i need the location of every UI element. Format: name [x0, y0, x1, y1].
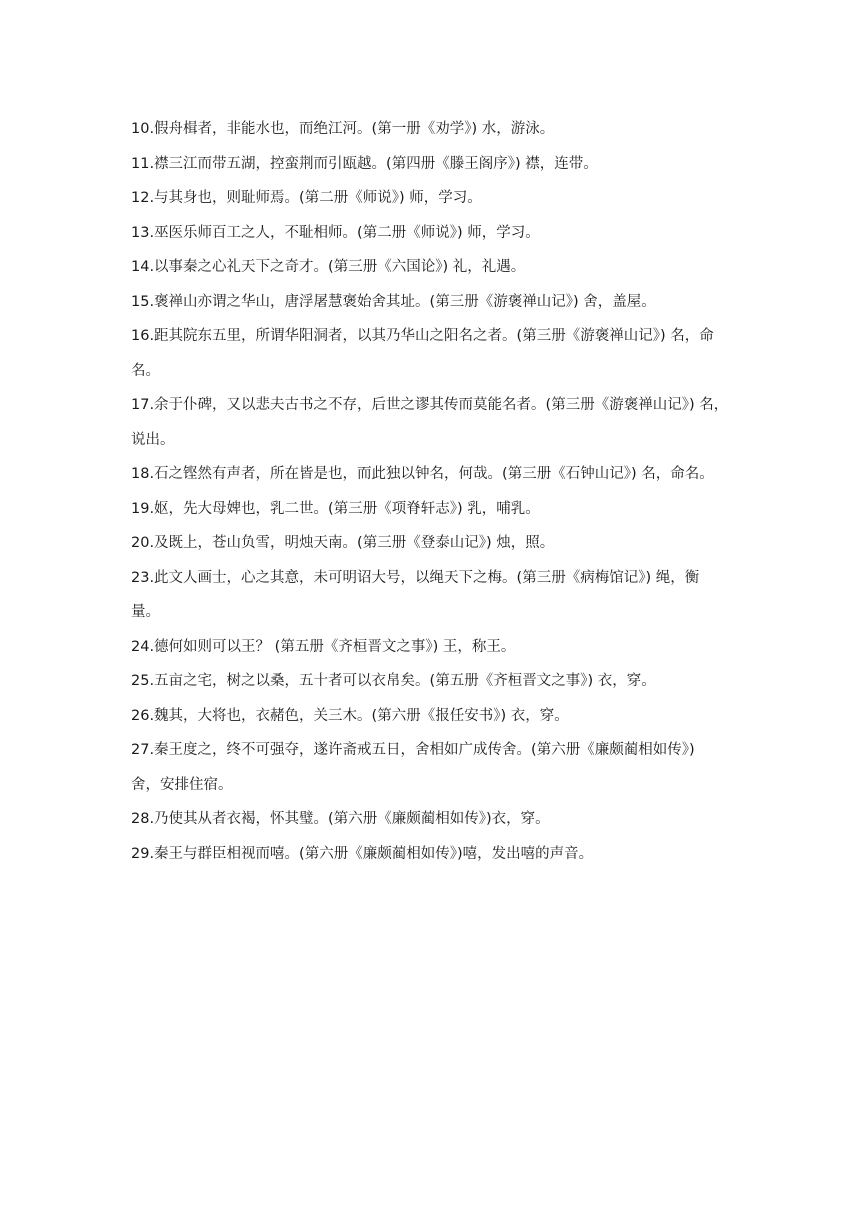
- text-line: 23.此文人画士，心之其意，未可明诏大号，以绳天下之梅。(第三册《病梅馆记》) 绳，衡: [131, 569, 700, 586]
- text-line: 27.秦王度之，终不可强夺，遂许斋戒五日，舍相如广成传舍。(第六册《廉颇蔺相如传》): [131, 742, 695, 758]
- text-line: 28.乃使其从者衣褐，怀其璧。(第六册《廉颇蔺相如传》)衣，穿。: [131, 811, 550, 827]
- text-line: 17.余于仆碑，又以悲夫古书之不存，后世之谬其传而莫能名者。(第三册《游褒禅山记》) 名，: [131, 397, 729, 413]
- text-line: 12.与其身也，则耻师焉。(第二册《师说》) 师，学习。: [131, 190, 482, 206]
- text-line: 11.襟三江而带五湖，控蛮荆而引瓯越。(第四册《滕王阁序》) 襟，连带。: [131, 155, 598, 172]
- text-line: 16.距其院东五里，所谓华阳洞者，以其乃华山之阳名之者。(第三册《游褒禅山记》) 名，命: [131, 328, 714, 344]
- text-line: 18.石之铿然有声者，所在皆是也，而此独以钟名，何哉。(第三册《石钟山记》) 名，命名。: [131, 466, 714, 482]
- text-line: 24.德何如则可以王？ (第五册《齐桓晋文之事》) 王，称王。: [131, 638, 516, 655]
- text-line: 14.以事秦之心礼天下之奇才。(第三册《六国论》) 礼，礼遇。: [131, 259, 526, 275]
- text-line: 20.及既上，苍山负雪，明烛天南。(第三册《登泰山记》) 烛，照。: [131, 535, 555, 551]
- text-line: 29.秦王与群臣相视而嘻。(第六册《廉颇蔺相如传》)嘻，发出嘻的声音。: [131, 845, 594, 862]
- text-line: 说出。: [131, 431, 175, 448]
- text-line: 13.巫医乐师百工之人，不耻相师。(第二册《师说》) 师，学习。: [131, 224, 540, 241]
- text-line: 15.褒禅山亦谓之华山，唐浮屠慧褒始舍其址。(第三册《游褒禅山记》) 舍，盖屋。: [131, 293, 656, 310]
- document-body: [131, 112, 735, 871]
- text-line: 舍，安排住宿。: [131, 776, 233, 793]
- text-line: 19.妪，先大母婢也，乳二世。(第三册《项脊轩志》) 乳，哺乳。: [131, 500, 540, 517]
- text-line: 10.假舟楫者，非能水也，而绝江河。(第一册《劝学》) 水，游泳。: [131, 121, 555, 137]
- text-line: 26.魏其，大将也，衣赭色，关三木。(第六册《报任安书》) 衣，穿。: [131, 707, 569, 724]
- text-line: 名。: [131, 362, 160, 379]
- text-line: 25.五亩之宅，树之以桑，五十者可以衣帛矣。(第五册《齐桓晋文之事》) 衣，穿。: [131, 673, 656, 689]
- text-line: 量。: [131, 604, 160, 620]
